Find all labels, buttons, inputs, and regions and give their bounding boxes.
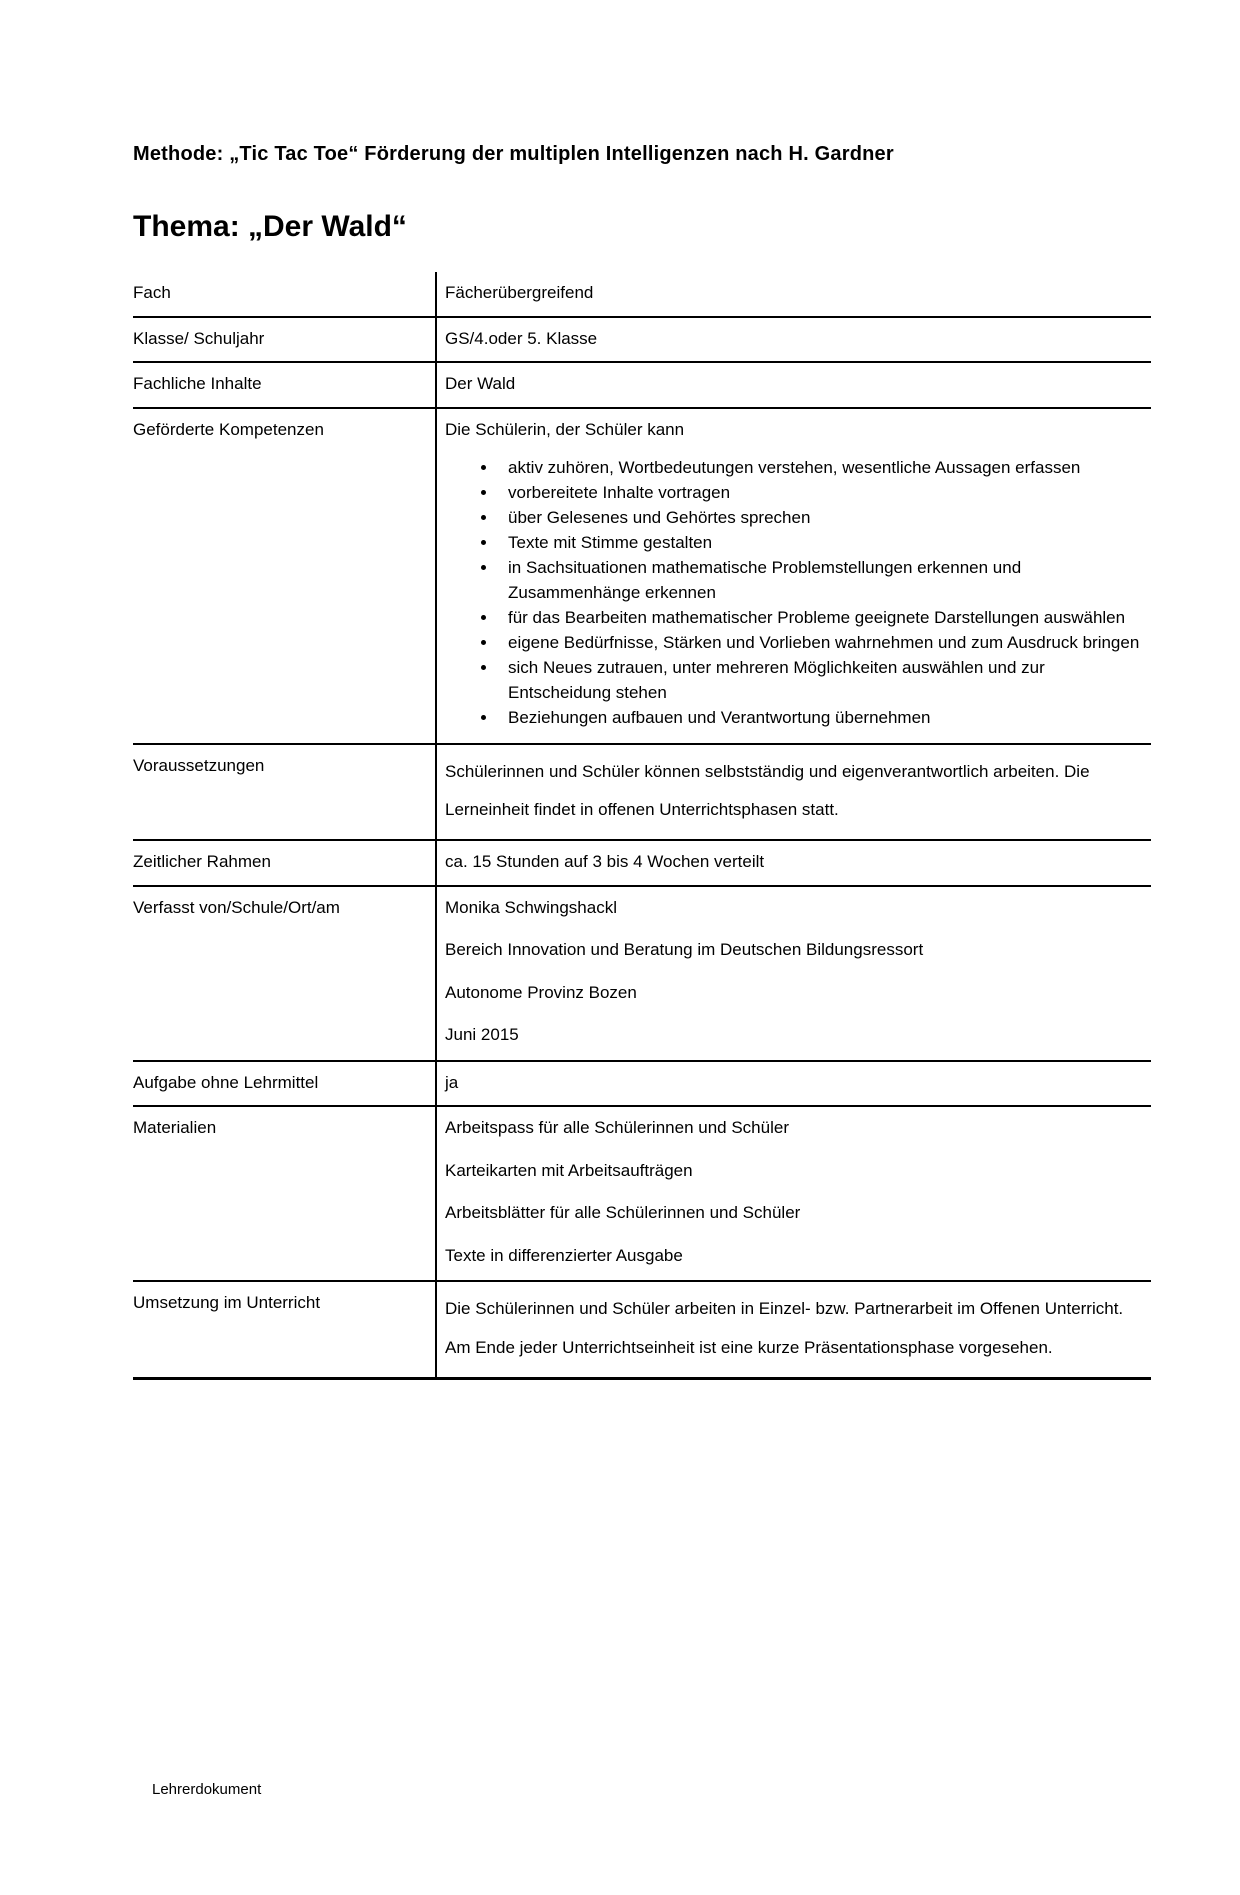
table-row-aufgabe [133,1062,1151,1108]
bullet-item: • Beziehungen aufbauen und Verantwortung übernehmen [498,706,1147,731]
row-value [435,1282,1151,1377]
table-row-inhalte [133,363,1151,409]
row-label: Voraussetzungen [133,755,265,775]
row-label: Klasse/ Schuljahr [133,328,265,348]
footer-label: Lehrerdokument [152,1781,262,1798]
material-item: Karteikarten mit Arbeitsaufträgen [445,1160,693,1180]
row-value [435,1107,1151,1280]
row-value: ca. 15 Stunden auf 3 bis 4 Wochen verteilt [435,841,1151,885]
row-value [435,887,1151,1060]
table-row-verfasst [133,887,1151,1062]
bullet-item: • eigene Bedürfnisse, Stärken und Vorlieben wahrnehmen und zum Ausdruck bringen [498,631,1147,656]
material-item: Texte in differenzierter Ausgabe [445,1245,683,1265]
row-label: Zeitlicher Rahmen [133,852,271,872]
row-value-text: Die Schülerinnen und Schüler arbeiten in Einzel- bzw. Partnerarbeit im Offenen Unterricht. Am Ende jeder Unterrichtseinheit ist eine kurze Präsentationsphase vorgesehen. [445,1299,1124,1357]
bullet-item: • vorbereitete Inhalte vortragen [498,481,1147,506]
row-value: Fächerübergreifend [435,272,1151,316]
table-row-kompetenzen [133,409,1151,745]
table-row-zeitlicher-rahmen [133,841,1151,887]
row-value [435,745,1151,840]
author-institution: Bereich Innovation und Beratung im Deutschen Bildungsressort [445,940,924,960]
row-label: Verfasst von/Schule/Ort/am [133,897,340,917]
info-table [133,272,1151,1380]
row-value-text: Schülerinnen und Schüler können selbstständig und eigenverantwortlich arbeiten. Die Lerneinheit findet in offenen Unterrichtsphasen statt. [445,761,1090,820]
thema-heading: Thema: „Der Wald“ [133,210,407,243]
bullet-item: • über Gelesenes und Gehörtes sprechen [498,506,1147,531]
material-item: Arbeitspass für alle Schülerinnen und Schüler [445,1118,789,1138]
author-location: Autonome Provinz Bozen [445,982,637,1002]
row-label: Umsetzung im Unterricht [133,1293,321,1313]
author-name: Monika Schwingshackl [445,897,617,917]
row-label: Fach [133,283,171,302]
bullet-item: • Texte mit Stimme gestalten [498,531,1147,556]
bullet-item: • sich Neues zutrauen, unter mehreren Möglichkeiten auswählen und zur Entscheidung stehen [498,656,1147,706]
bullet-item: • für das Bearbeiten mathematischer Probleme geeignete Darstellungen auswählen [498,606,1147,631]
row-value: Der Wald [435,363,1151,407]
row-value [435,409,1151,743]
kompetenzen-bullet-list [445,456,1147,731]
document-page [0,141,1240,1895]
row-label: Fachliche Inhalte [133,374,262,393]
bullet-item: • aktiv zuhören, Wortbedeutungen verstehen, wesentliche Aussagen erfassen [498,456,1147,481]
row-label: Materialien [133,1118,217,1138]
table-row-materialien [133,1107,1151,1282]
table-row-klasse [133,318,1151,364]
table-row-voraussetzungen [133,745,1151,842]
author-date: Juni 2015 [445,1025,519,1045]
material-item: Arbeitsblätter für alle Schülerinnen und Schüler [445,1203,801,1223]
row-value: ja [435,1062,1151,1106]
kompetenzen-intro: Die Schülerin, der Schüler kann [445,419,685,439]
table-row-fach [133,272,1151,318]
bullet-item: • in Sachsituationen mathematische Problemstellungen erkennen und Zusammenhänge erkennen [498,556,1147,606]
row-label: Geförderte Kompetenzen [133,419,324,439]
row-label: Aufgabe ohne Lehrmittel [133,1072,319,1092]
table-row-umsetzung [133,1282,1151,1380]
row-value: GS/4.oder 5. Klasse [435,318,1151,362]
method-title: Methode: „Tic Tac Toe“ Förderung der multiplen Intelligenzen nach H. Gardner [133,143,894,165]
page-content [0,141,1240,1380]
